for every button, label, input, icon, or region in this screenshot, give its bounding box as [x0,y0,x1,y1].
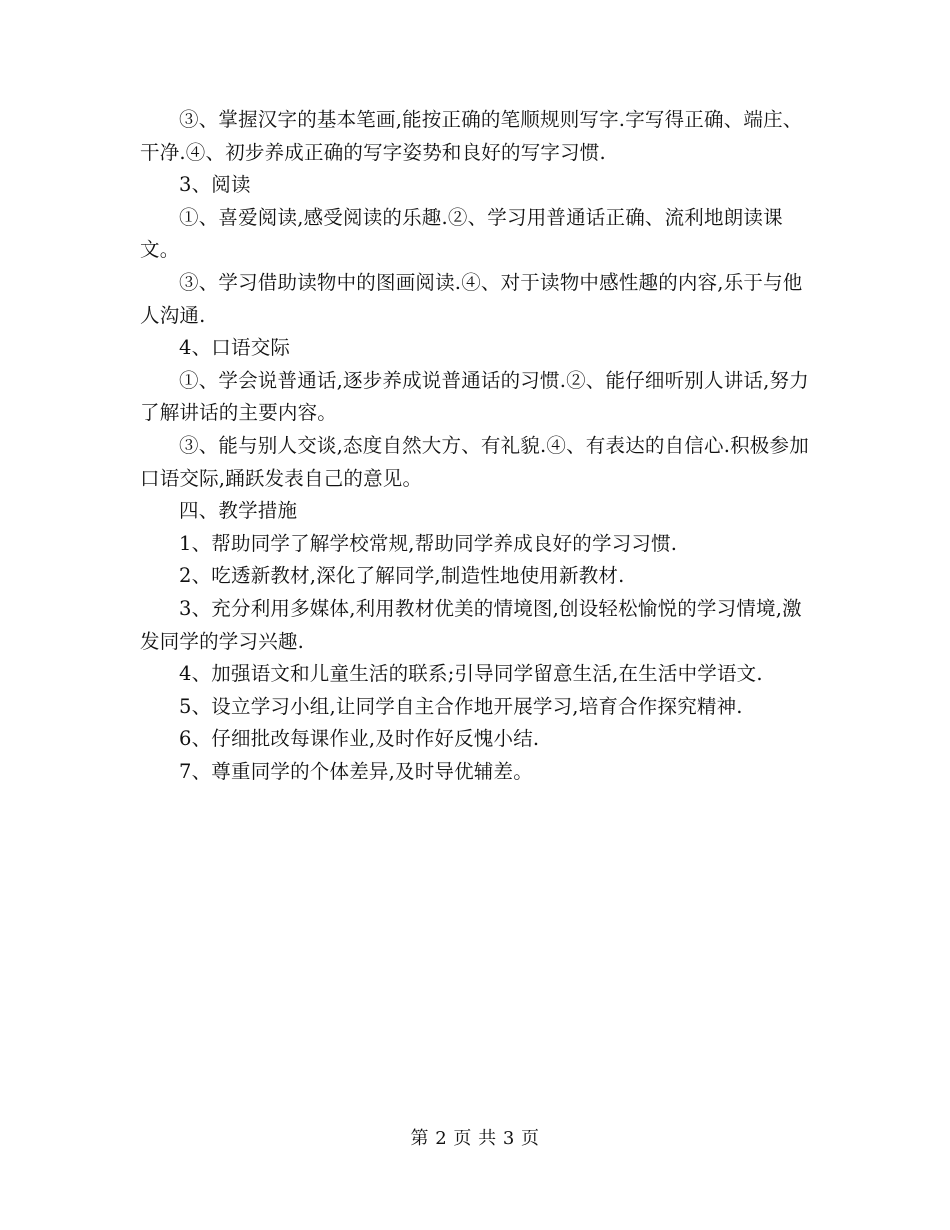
paragraph-writing-3-4: ③、掌握汉字的基本笔画,能按正确的笔顺规则写字.字写得正确、端庄、干净.④、初步养成正确的写字姿势和良好的写字习惯. [140,108,803,164]
paragraph-oral-1-2: ①、学会说普通话,逐步养成说普通话的习惯.②、能仔细听别人讲话,努力了解讲话的主要内容。 [140,368,809,425]
document-body [140,104,812,788]
measure-item-5: 5、设立学习小组,让同学自主合作地开展学习,培育合作探究精神. [179,694,743,718]
measure-item-4: 4、加强语文和儿童生活的联系;引导同学留意生活,在生活中学语文. [179,662,763,686]
paragraph-reading-3-4: ③、学习借助读物中的图画阅读.④、对于读物中感性趣的内容,乐于与他人沟通. [140,270,803,327]
heading-oral-communication: 4、口语交际 [179,336,291,360]
measure-item-7: 7、尊重同学的个体差异,及时导优辅差。 [179,759,533,783]
page-number-footer: 第 2 页 共 3 页 [410,1128,540,1149]
measure-item-3: 3、充分利用多媒体,利用教材优美的情境图,创设轻松愉悦的学习情境,激发同学的学习兴趣. [140,596,802,653]
measure-item-1: 1、帮助同学了解学校常规,帮助同学养成良好的学习习惯. [179,531,678,555]
measure-item-6: 6、仔细批改每课作业,及时作好反愧小结. [179,727,540,751]
paragraph-reading-1-2: ①、喜爱阅读,感受阅读的乐趣.②、学习用普通话正确、流利地朗读课文。 [140,205,783,262]
heading-reading: 3、阅读 [179,173,251,197]
heading-teaching-measures: 四、教学措施 [179,499,298,523]
paragraph-oral-3-4: ③、能与别人交谈,态度自然大方、有礼貌.④、有表达的自信心.积极参加口语交际,踊跃发表自己的意见。 [140,433,809,490]
measure-item-2: 2、吃透新教材,深化了解同学,制造性地使用新教材. [179,564,625,588]
